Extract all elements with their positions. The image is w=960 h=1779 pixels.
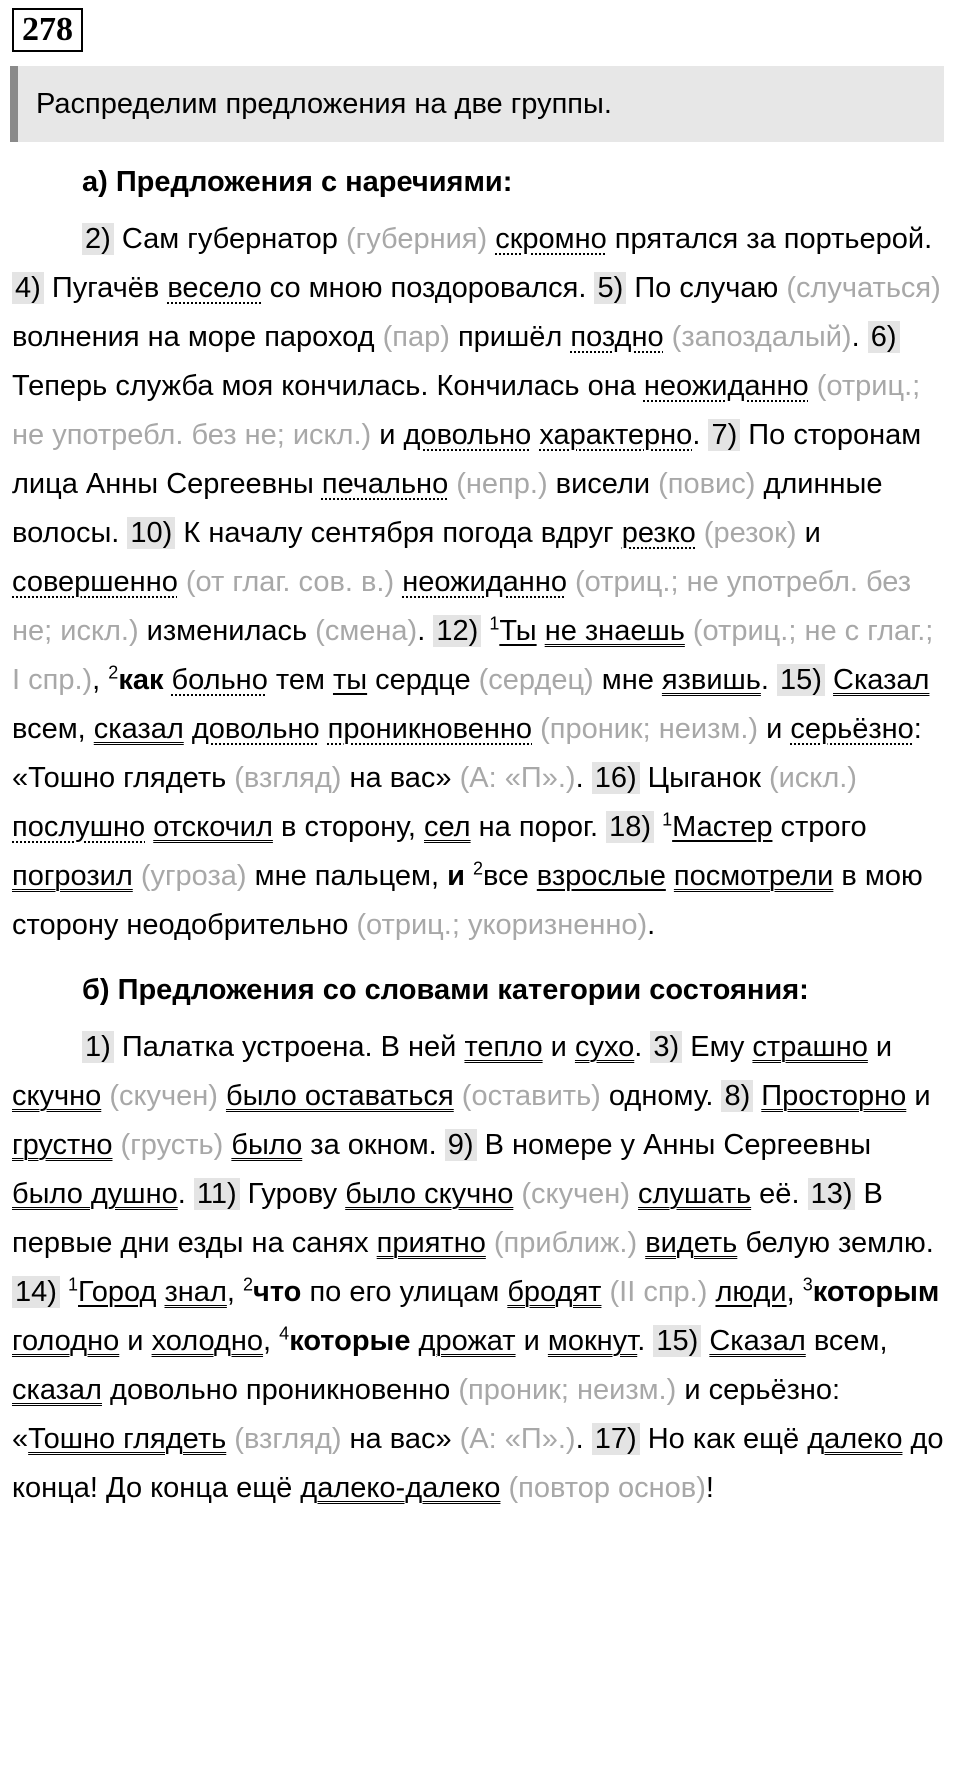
sentence-number: 16) [592,762,640,794]
sentence-text: . [575,1423,584,1455]
sentence-number: 9) [445,1129,477,1161]
sentence-text: в сторону, [272,811,425,843]
predicate-word: Просторно [761,1080,907,1112]
predicate-word: было [231,1129,303,1161]
sentence-text: . [647,909,656,941]
sentence-text: Палатка устроена. В ней [113,1031,465,1063]
predicate-word: было оставаться [225,1080,454,1112]
sentence-text: всем, [805,1325,888,1357]
sentence-text: прятался за [606,223,784,255]
sentence-text: Цыганок [639,762,761,794]
adverbial-word: проникновенно [327,713,533,745]
sentence-text: . [637,1325,646,1357]
sentence-text: и серьёзно: « [12,1374,841,1455]
sentence-text: всем, [12,713,94,745]
sentence-text: белую землю. [737,1227,934,1259]
sentence-text: на вас» [341,1423,452,1455]
sentence-text: портьерой [783,223,925,255]
sentence-text: , [226,1276,243,1308]
sentence-text: , [92,664,109,696]
sentence-text: . [851,321,860,353]
sentence-text [548,468,556,500]
sentence-text: случаю [679,272,779,304]
predicate-word: сказал [93,713,184,745]
predicate-word: тепло [464,1031,543,1063]
conjunction-word: которым [812,1276,940,1308]
conjunction-word: которые [289,1325,411,1357]
adverbial-word: весело [167,272,262,304]
sentence-text [60,1276,68,1308]
sentence-text: висели [555,468,651,500]
predicate-word: скучно [12,1080,102,1112]
sentence-text: . [575,762,584,794]
grammar-note: (запоздалый) [663,321,852,353]
sentence-text [184,713,192,745]
sentence-text: и [371,419,404,451]
predicate-word: видеть [645,1227,738,1259]
grammar-note: (отриц.; не с глаг.; I спр.) [12,615,934,696]
sentence-text [163,664,171,696]
adverbial-word: неожиданно [402,566,567,598]
conjunction-word: и [447,860,465,892]
sentence-text [630,1178,638,1210]
sentence-text: ! [705,1472,714,1504]
sentence-text: строго [772,811,867,843]
clause-index: 2 [243,1274,254,1295]
section-a-heading: а) Предложения с наречиями: [82,166,513,198]
grammar-note: (грусть) [112,1129,224,1161]
predicate-word: было скучно [345,1178,514,1210]
sentence-text: . [760,664,769,696]
sentence-text [825,664,833,696]
grammar-note: (сердец) [470,664,594,696]
sentence-number: 6) [868,321,900,353]
clause-index: 1 [662,809,673,830]
subject-word: ты [332,664,368,696]
sentence-text: её. [751,1178,800,1210]
sentence-text: сердце [367,664,471,696]
sentence-number: 13) [808,1178,856,1210]
sentence-text: : «Тошно глядеть [12,713,922,794]
predicate-word: холодно [151,1325,264,1357]
sentence-text: В номере у Анны Сергеевны [476,1129,872,1161]
instruction-text: Распределим предложения на две группы. [36,88,612,120]
predicate-word: мокнут [547,1325,638,1357]
sentence-text [156,1276,164,1308]
sentence-text: пришёл [449,321,571,353]
grammar-note: (А: «П».) [451,1423,576,1455]
sentence-text: мне [593,664,662,696]
sentence-number: 3) [650,1031,682,1063]
sentence-text: . [634,1031,643,1063]
adverbial-word: неожиданно [643,370,809,402]
grammar-note: (повис) [650,468,756,500]
adverbial-word: поздно [570,321,664,353]
sentence-text: губернатор [187,223,338,255]
adverbial-word: серьёзно [790,713,914,745]
grammar-note: (отриц.; не употребл. без не; искл.) [12,370,921,451]
predicate-word: сказал [12,1374,102,1406]
section-a-paragraph [12,215,947,950]
grammar-note: (приближ.) [485,1227,638,1259]
predicate-word: посмотрели [673,860,834,892]
predicate-word: было душно [12,1178,178,1210]
predicate-word: слушать [638,1178,752,1210]
sentence-text: изменилась [146,615,308,647]
adverbial-word: довольно [403,419,532,451]
predicate-word: дрожат [418,1325,516,1357]
grammar-note: (проник; неизм.) [532,713,759,745]
sentence-number: 4) [12,272,44,304]
subject-word: взрослые [536,860,666,892]
predicate-word: знал [164,1276,227,1308]
sentence-number: 15) [777,664,825,696]
predicate-word: голодно [12,1325,120,1357]
subject-word: Мастер [672,811,773,843]
grammar-note: (угроза) [132,860,247,892]
predicate-word: Сказал [833,664,930,696]
sentence-text [487,223,495,255]
grammar-note: (А: «П».) [451,762,576,794]
grammar-note: (искл.) [760,762,857,794]
sentence-text: К началу сентября погода вдруг [175,517,622,549]
grammar-note: (от глаг. сов. в.) [177,566,395,598]
grammar-note: (скучен) [101,1080,218,1112]
adverbial-word: резко [621,517,696,549]
sentence-text: все [483,860,537,892]
sentence-number: 11) [194,1178,240,1210]
exercise-number: 278 [12,8,83,52]
sentence-text: . [924,223,933,255]
predicate-word: приятно [376,1227,486,1259]
conjunction-word: как [118,664,164,696]
sentence-text: Сам [113,223,188,255]
sentence-text: . [692,419,701,451]
sentence-number: 10) [127,517,175,549]
sentence-number: 7) [708,419,740,451]
sentence [82,1031,642,1063]
sentence-text: довольно проникновенно [101,1374,451,1406]
sentence-number: 15) [653,1325,701,1357]
clause-index: 1 [489,613,500,634]
sentence [186,1178,800,1210]
grammar-note: (смена) [307,615,418,647]
clause-index: 2 [473,858,484,879]
section-b-paragraph [12,1023,947,1513]
sentence-text: одному. [600,1080,714,1112]
sentence-text: и [796,517,821,549]
sentence-text [654,811,662,843]
sentence-text: . [177,1178,186,1210]
subject-word: Город [78,1276,157,1308]
predicate-word: бродят [507,1276,602,1308]
grammar-note: (резок) [695,517,797,549]
grammar-note: (отриц.; укоризненно) [348,909,648,941]
predicate-word: сухо [574,1031,635,1063]
sentence-text: Пугачёв [43,272,168,304]
sentence-text [666,860,674,892]
sentence [12,272,586,304]
predicate-word: не знаешь [544,615,685,647]
sentence-number: 8) [721,1080,753,1112]
sentence-text: По [626,272,680,304]
sentence-number: 18) [606,811,654,843]
grammar-note: (повтор основ) [500,1472,706,1504]
sentence-text: По сторонам лица Анны Сергеевны [12,419,922,500]
sentence-number: 2) [82,223,114,255]
sentence-text [410,1325,418,1357]
sentence-text: и [758,713,791,745]
sentence-text: Гурову [239,1178,346,1210]
sentence-text: . [417,615,426,647]
sentence-text: за окном. [302,1129,437,1161]
sentence-text: и [867,1031,893,1063]
predicate-word: грустно [12,1129,113,1161]
adverbial-word: печально [321,468,449,500]
subject-word: Ты [499,615,537,647]
grammar-note: (II спр.) [601,1276,708,1308]
section-b-heading: б) Предложения со словами категории состояния: [82,974,809,1006]
grammar-note: (непр.) [448,468,548,500]
sentence-text [637,1227,645,1259]
predicate-word: страшно [752,1031,868,1063]
sentence [82,223,932,255]
predicate-word: далеко-далеко [300,1472,501,1504]
sentence-text: Ему [682,1031,753,1063]
sentence-text [218,1080,226,1112]
predicate-word: сел [424,811,471,843]
sentence-text: волосы. [12,517,120,549]
grammar-note: (взгляд) [226,762,342,794]
grammar-note: (губерния) [337,223,488,255]
sentence-text: на вас» [341,762,452,794]
sentence-number: 1) [82,1031,114,1063]
clause-index: 1 [67,1274,78,1295]
sentence-text: волнения на море [12,321,265,353]
sentence-number: 17) [592,1423,640,1455]
adverbial-word: довольно [191,713,320,745]
grammar-note: (пар) [374,321,450,353]
sentence-text [465,860,473,892]
sentence-text: и [515,1325,548,1357]
sentence-text [139,615,147,647]
sentence-text: по его улицам [301,1276,508,1308]
sentence-text: , [263,1325,280,1357]
predicate-word: Сказал [709,1325,806,1357]
subject-word: люди [715,1276,787,1308]
grammar-note: (отриц.; не употребл. без не; искл.) [12,566,912,647]
sentence-text: на порог. [470,811,599,843]
sentence-text: пароход [264,321,375,353]
sentence-number: 14) [12,1276,60,1308]
grammar-note: (случаться) [778,272,941,304]
sentence-number: 12) [433,615,481,647]
sentence-text: до конца! До конца ещё [12,1423,944,1504]
adverbial-word: больно [171,664,268,696]
sentence-text [537,615,545,647]
grammar-note: (скучен) [513,1178,630,1210]
sentence-text: Теперь служба моя кончилась. Кончилась она [12,370,644,402]
sentence-text: , [786,1276,803,1308]
exercise-content [12,158,947,1523]
adverbial-word: послушно [12,811,146,843]
sentence-text: в мою сторону неодобрительно [12,860,923,941]
predicate-word: отскочил [153,811,273,843]
clause-index: 4 [279,1323,290,1344]
predicate-word: погрозил [12,860,133,892]
adverbial-word: совершенно [12,566,178,598]
predicate-word: Тошно глядеть [28,1423,227,1455]
sentence-text: и [119,1325,152,1357]
conjunction-word: что [253,1276,302,1308]
sentence-text: мне пальцем, [246,860,448,892]
sentence-text: и [542,1031,575,1063]
grammar-note: (оставить) [453,1080,601,1112]
adverbial-word: характерно [539,419,693,451]
grammar-note: (проник; неизм.) [450,1374,677,1406]
sentence-number: 5) [594,272,626,304]
sentence-text: тем [267,664,333,696]
predicate-word: язвишь [661,664,761,696]
sentence-text [320,713,328,745]
adverbial-word: скромно [495,223,607,255]
sentence-text: длинные [763,468,883,500]
clause-index: 2 [108,662,119,683]
grammar-note: (взгляд) [226,1423,342,1455]
sentence-text: Но как ещё [639,1423,808,1455]
instruction-note [10,66,944,142]
clause-index: 3 [802,1274,813,1295]
sentence-text: В первые дни езды на санях [12,1178,883,1259]
predicate-word: далеко [807,1423,903,1455]
sentence-text: со мною поздоровался. [261,272,587,304]
sentence-text [394,566,402,598]
sentence-text: и [906,1080,931,1112]
